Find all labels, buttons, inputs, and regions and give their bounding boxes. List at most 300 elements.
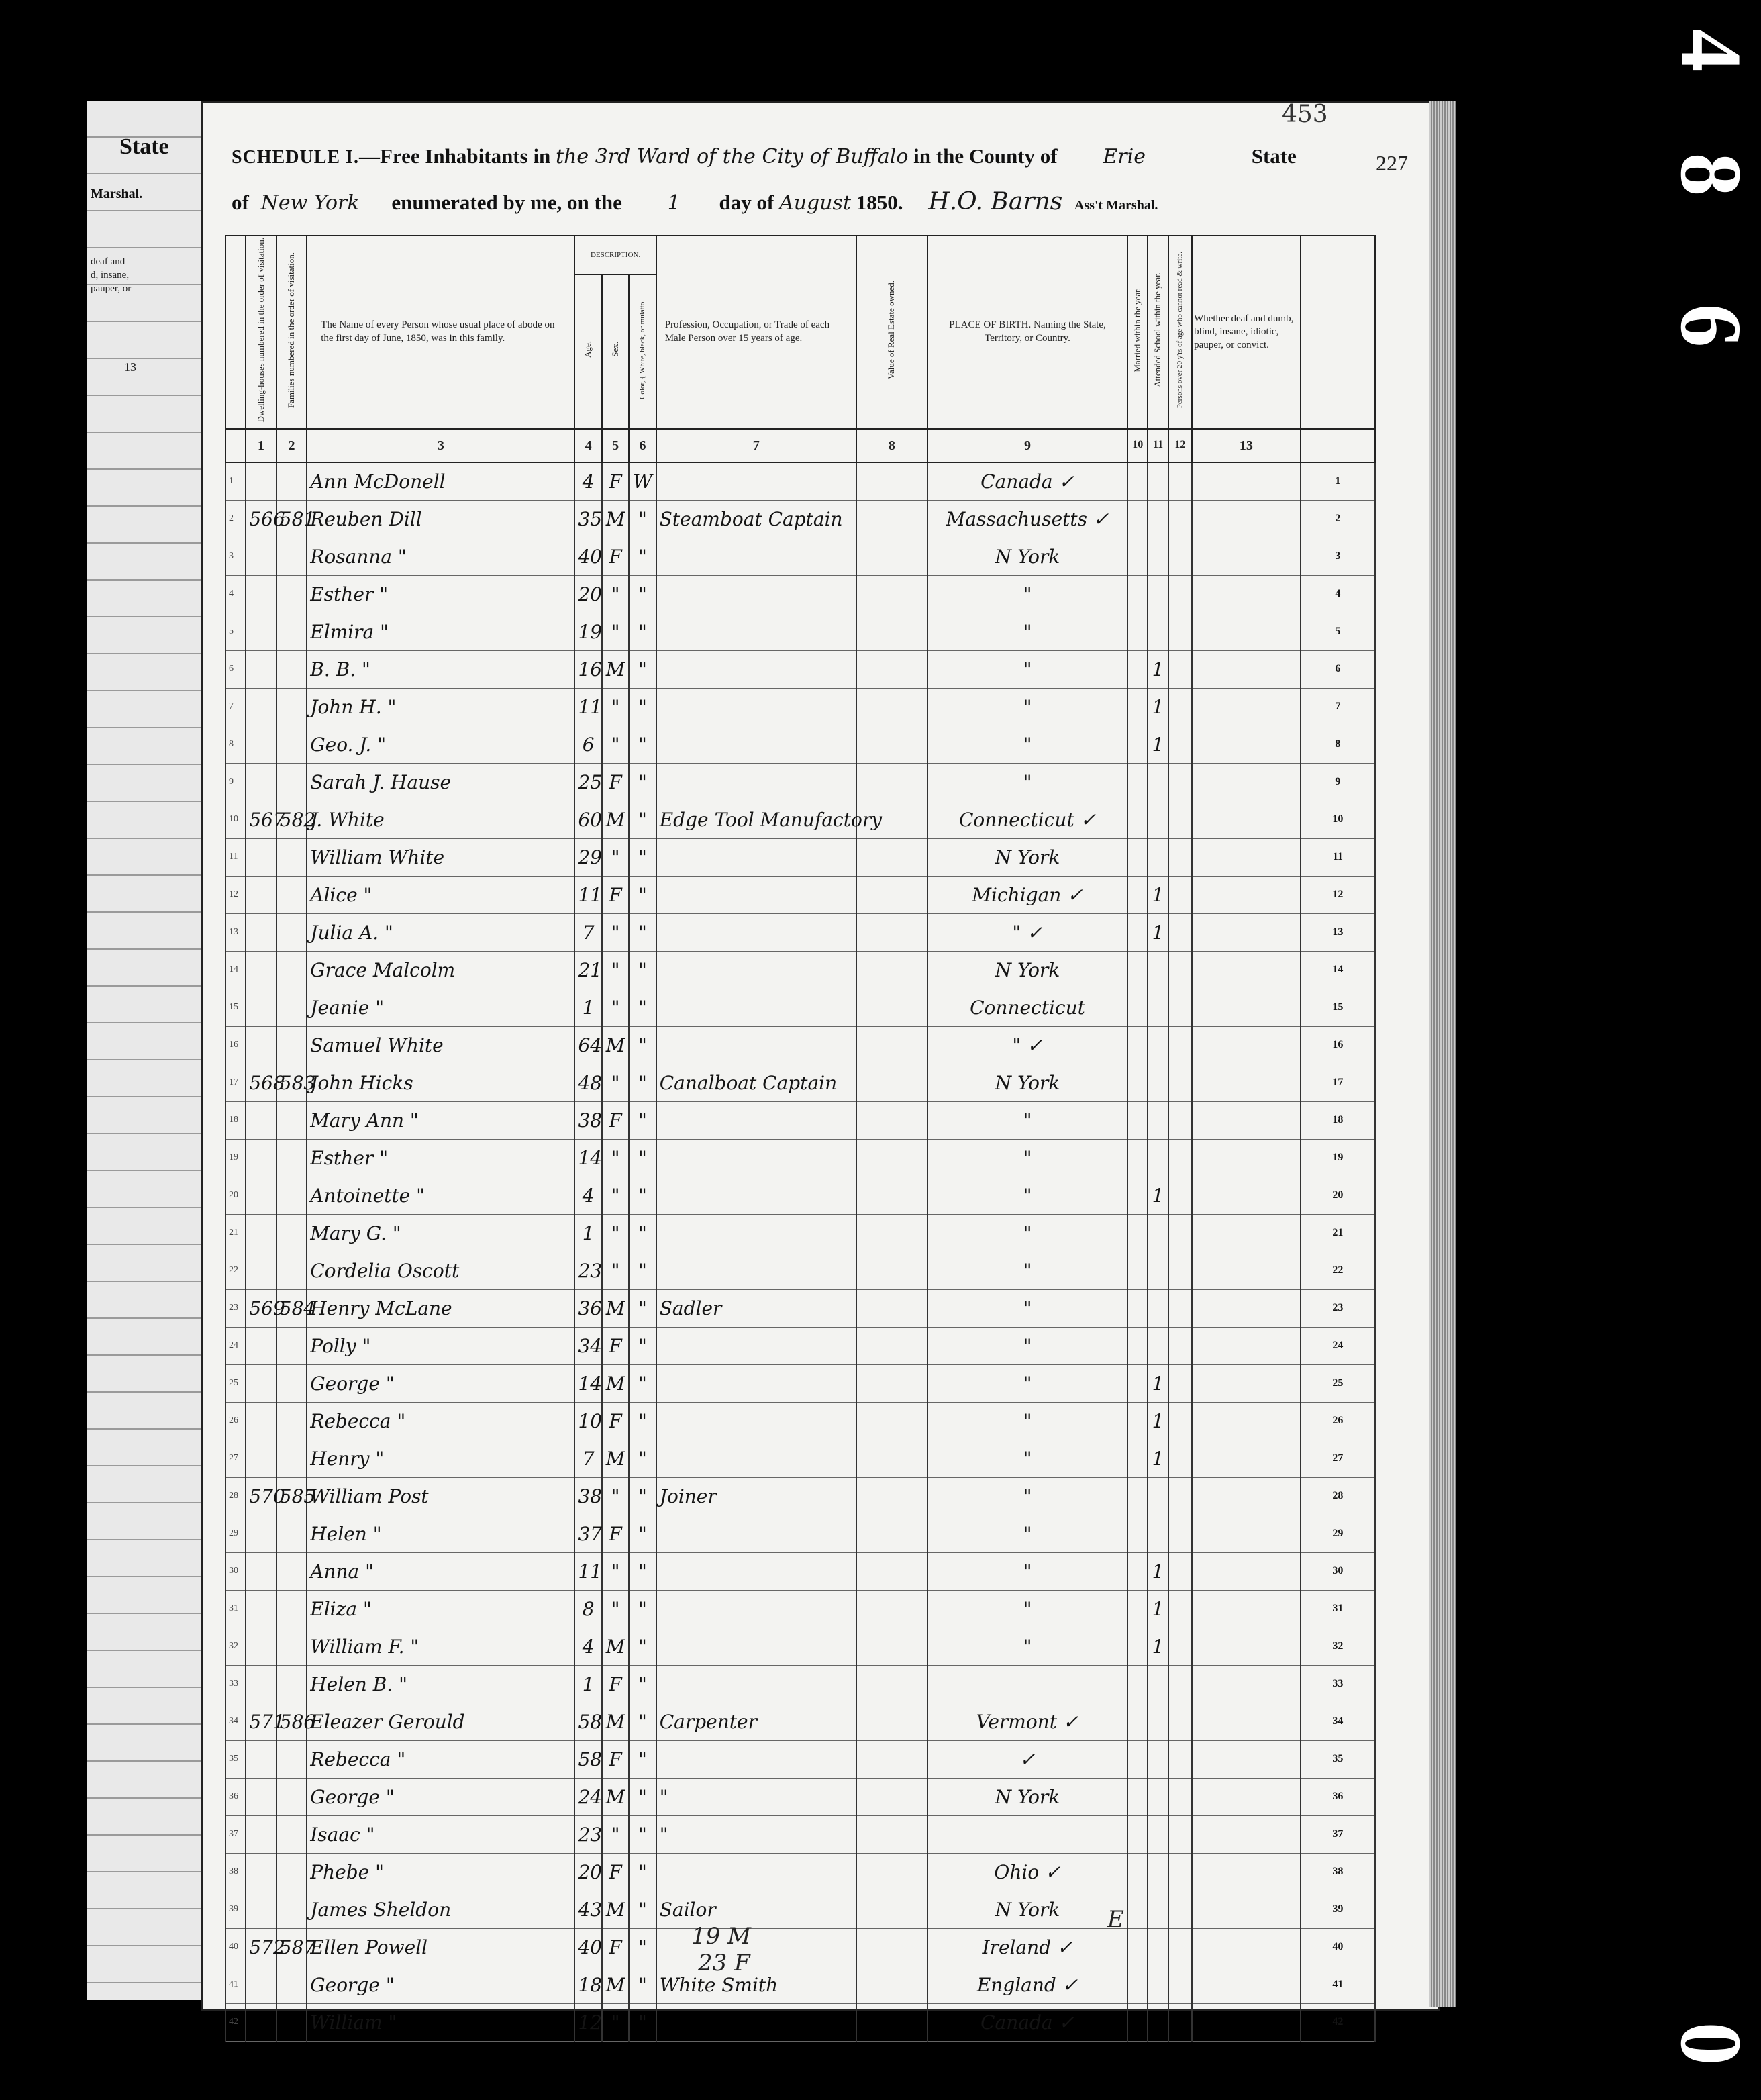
dwelling-number <box>246 613 276 650</box>
table-row <box>225 1552 1375 1590</box>
line-number: 8 <box>1301 726 1375 763</box>
dwelling-number <box>246 989 276 1026</box>
deaf-cell <box>1192 1853 1301 1891</box>
dwelling-number <box>246 650 276 688</box>
sex-cell: " <box>602 838 629 876</box>
enumerated-label: enumerated by me, on the <box>391 191 622 214</box>
dwelling-number <box>246 575 276 613</box>
cannot-read-cell <box>1168 1026 1192 1064</box>
dwelling-number <box>246 951 276 989</box>
married-cell <box>1127 726 1148 763</box>
real-estate-header: Value of Real Estate owned. <box>856 236 927 429</box>
family-number <box>276 989 307 1026</box>
real-estate-cell <box>856 1778 927 1815</box>
dwelling-number <box>246 1440 276 1477</box>
married-cell <box>1127 801 1148 838</box>
row-margin-number: 34 <box>225 1703 246 1740</box>
occupation-cell: " <box>656 1778 856 1815</box>
of-label: of <box>232 191 249 214</box>
family-number <box>276 951 307 989</box>
birthplace-cell: " <box>927 1327 1127 1364</box>
school-cell: 1 <box>1148 876 1168 913</box>
person-name: Grace Malcolm <box>307 951 574 989</box>
person-name: Rebecca " <box>307 1402 574 1440</box>
sex-cell: F <box>602 1515 629 1552</box>
age-cell: 6 <box>574 726 601 763</box>
line-number: 1 <box>1301 462 1375 501</box>
color-cell: " <box>629 838 656 876</box>
deaf-cell <box>1192 1628 1301 1665</box>
married-cell <box>1127 1665 1148 1703</box>
table-row <box>225 1477 1375 1515</box>
tally-note: 19 M <box>691 1923 751 1950</box>
line-number: 34 <box>1301 1703 1375 1740</box>
age-cell: 20 <box>574 1853 601 1891</box>
family-number <box>276 613 307 650</box>
family-number <box>276 650 307 688</box>
occupation-cell <box>656 1252 856 1289</box>
line-number: 7 <box>1301 688 1375 726</box>
cannot-read-cell <box>1168 989 1192 1026</box>
census-rows <box>225 462 1375 2042</box>
cannot-read-cell <box>1168 801 1192 838</box>
school-header: Attended School within the year. <box>1148 236 1168 429</box>
occupation-cell <box>656 1327 856 1364</box>
row-margin-number: 40 <box>225 1928 246 1966</box>
person-name: Phebe " <box>307 1853 574 1891</box>
real-estate-cell <box>856 1064 927 1101</box>
table-row <box>225 1252 1375 1289</box>
deaf-cell <box>1192 1928 1301 1966</box>
sex-cell: M <box>602 1778 629 1815</box>
cannot-read-cell <box>1168 1252 1192 1289</box>
cannot-read-cell <box>1168 575 1192 613</box>
line-number: 9 <box>1301 763 1375 801</box>
real-estate-cell <box>856 688 927 726</box>
birthplace-cell: ✓ <box>927 1740 1127 1778</box>
family-number <box>276 1252 307 1289</box>
sex-cell: M <box>602 500 629 538</box>
real-estate-cell <box>856 951 927 989</box>
table-row <box>225 876 1375 913</box>
school-cell: 1 <box>1148 1177 1168 1214</box>
marshal-signature: H.O. Barns <box>928 188 1063 215</box>
occupation-cell <box>656 1590 856 1628</box>
real-estate-cell <box>856 1966 927 2003</box>
sex-cell: F <box>602 1402 629 1440</box>
day-handwritten: 1 <box>667 191 681 215</box>
real-estate-cell <box>856 1327 927 1364</box>
person-name: Antoinette " <box>307 1177 574 1214</box>
deaf-cell <box>1192 1402 1301 1440</box>
color-cell: " <box>629 538 656 575</box>
family-number <box>276 1665 307 1703</box>
real-estate-cell <box>856 575 927 613</box>
cannot-read-cell <box>1168 726 1192 763</box>
occupation-cell <box>656 1628 856 1665</box>
birthplace-cell: " ✓ <box>927 913 1127 951</box>
real-estate-cell <box>856 1515 927 1552</box>
married-cell <box>1127 1590 1148 1628</box>
school-cell: 1 <box>1148 1590 1168 1628</box>
age-cell: 8 <box>574 1590 601 1628</box>
age-cell: 1 <box>574 1214 601 1252</box>
birthplace-cell: " <box>927 1289 1127 1327</box>
sex-cell: " <box>602 2003 629 2041</box>
dwelling-number <box>246 1026 276 1064</box>
age-cell: 60 <box>574 801 601 838</box>
occupation-cell <box>656 613 856 650</box>
person-name: Reuben Dill <box>307 500 574 538</box>
cannot-read-cell <box>1168 1628 1192 1665</box>
occupation-cell <box>656 1402 856 1440</box>
sex-cell: " <box>602 1064 629 1101</box>
cannot-read-cell <box>1168 1740 1192 1778</box>
person-name: Esther " <box>307 1139 574 1177</box>
table-row <box>225 1327 1375 1364</box>
real-estate-cell <box>856 1740 927 1778</box>
deaf-cell <box>1192 1590 1301 1628</box>
deaf-cell <box>1192 951 1301 989</box>
sex-cell: M <box>602 1703 629 1740</box>
table-row <box>225 613 1375 650</box>
married-cell <box>1127 1139 1148 1177</box>
age-cell: 16 <box>574 650 601 688</box>
person-name: J. White <box>307 801 574 838</box>
line-number: 37 <box>1301 1815 1375 1853</box>
family-number <box>276 1214 307 1252</box>
table-row <box>225 1177 1375 1214</box>
deaf-cell <box>1192 500 1301 538</box>
right-line-number-header <box>1301 236 1375 429</box>
family-number <box>276 462 307 501</box>
deaf-cell <box>1192 575 1301 613</box>
cannot-read-cell <box>1168 538 1192 575</box>
married-cell <box>1127 1966 1148 2003</box>
birthplace-cell: " ✓ <box>927 1026 1127 1064</box>
person-name: Alice " <box>307 876 574 913</box>
previous-page-marshal-label: Marshal. <box>91 187 143 201</box>
dwelling-number <box>246 876 276 913</box>
column-number-blank <box>225 429 246 462</box>
cannot-read-cell <box>1168 1665 1192 1703</box>
column-number-7: 7 <box>656 429 856 462</box>
table-row <box>225 1101 1375 1139</box>
married-cell <box>1127 838 1148 876</box>
real-estate-cell <box>856 1139 927 1177</box>
sex-cell: M <box>602 1289 629 1327</box>
row-margin-number: 20 <box>225 1177 246 1214</box>
family-number: 581 <box>276 500 307 538</box>
deaf-cell <box>1192 763 1301 801</box>
real-estate-cell <box>856 1628 927 1665</box>
row-margin-number: 30 <box>225 1552 246 1590</box>
real-estate-cell <box>856 2003 927 2041</box>
birthplace-cell: N York <box>927 538 1127 575</box>
day-of-label: day of <box>719 191 774 214</box>
school-cell <box>1148 763 1168 801</box>
real-estate-cell <box>856 650 927 688</box>
dwelling-number <box>246 688 276 726</box>
line-number: 22 <box>1301 1252 1375 1289</box>
married-cell <box>1127 1515 1148 1552</box>
dwelling-number <box>246 1552 276 1590</box>
real-estate-cell <box>856 1552 927 1590</box>
row-margin-number: 13 <box>225 913 246 951</box>
age-cell: 38 <box>574 1101 601 1139</box>
row-margin-number: 9 <box>225 763 246 801</box>
cannot-read-cell <box>1168 876 1192 913</box>
age-cell: 11 <box>574 1552 601 1590</box>
married-header: Married within the year. <box>1127 236 1148 429</box>
school-cell <box>1148 1665 1168 1703</box>
occupation-cell <box>656 1364 856 1402</box>
table-row <box>225 763 1375 801</box>
deaf-cell <box>1192 538 1301 575</box>
birthplace-cell: Massachusetts ✓ <box>927 500 1127 538</box>
family-number <box>276 876 307 913</box>
occupation-cell: Canalboat Captain <box>656 1064 856 1101</box>
birthplace-cell: " <box>927 688 1127 726</box>
deaf-cell <box>1192 1552 1301 1590</box>
sex-cell: F <box>602 1853 629 1891</box>
sex-cell: M <box>602 1891 629 1928</box>
person-name: Helen B. " <box>307 1665 574 1703</box>
table-row <box>225 1628 1375 1665</box>
column-number-3: 3 <box>307 429 574 462</box>
line-number: 25 <box>1301 1364 1375 1402</box>
age-cell: 43 <box>574 1891 601 1928</box>
birthplace-cell: N York <box>927 1064 1127 1101</box>
school-cell: 1 <box>1148 726 1168 763</box>
deaf-cell <box>1192 1177 1301 1214</box>
cannot-read-cell <box>1168 613 1192 650</box>
age-cell: 4 <box>574 462 601 501</box>
dwelling-number <box>246 1177 276 1214</box>
married-cell <box>1127 989 1148 1026</box>
color-cell: " <box>629 989 656 1026</box>
school-cell <box>1148 500 1168 538</box>
married-cell <box>1127 913 1148 951</box>
state-handwritten: New York <box>260 191 360 215</box>
table-row <box>225 575 1375 613</box>
real-estate-cell <box>856 876 927 913</box>
birthplace-cell: " <box>927 1139 1127 1177</box>
sex-cell: F <box>602 1101 629 1139</box>
birthplace-header: PLACE OF BIRTH. Naming the State, Territory, or Country. <box>927 236 1127 429</box>
person-name: William F. " <box>307 1628 574 1665</box>
deaf-cell <box>1192 1364 1301 1402</box>
deaf-cell <box>1192 688 1301 726</box>
person-name: Anna " <box>307 1552 574 1590</box>
family-number <box>276 1590 307 1628</box>
occupation-cell: " <box>656 1815 856 1853</box>
row-margin-number: 2 <box>225 500 246 538</box>
county-handwritten: Erie <box>1103 145 1146 168</box>
deaf-cell <box>1192 1703 1301 1740</box>
family-number <box>276 1740 307 1778</box>
color-cell: " <box>629 1628 656 1665</box>
family-header: Families numbered in the order of visitation. <box>276 236 307 429</box>
sex-cell: M <box>602 1966 629 2003</box>
school-cell: 1 <box>1148 1628 1168 1665</box>
person-name: Rebecca " <box>307 1740 574 1778</box>
line-number: 6 <box>1301 650 1375 688</box>
person-name: Ellen Powell <box>307 1928 574 1966</box>
color-cell: " <box>629 1101 656 1139</box>
table-row <box>225 1364 1375 1402</box>
married-cell <box>1127 1026 1148 1064</box>
color-cell: " <box>629 1289 656 1327</box>
person-name: B. B. " <box>307 650 574 688</box>
dwelling-number <box>246 1966 276 2003</box>
line-number: 40 <box>1301 1928 1375 1966</box>
married-cell <box>1127 1477 1148 1515</box>
occupation-cell <box>656 726 856 763</box>
real-estate-cell <box>856 1590 927 1628</box>
line-number: 33 <box>1301 1665 1375 1703</box>
school-cell <box>1148 1139 1168 1177</box>
cannot-read-cell <box>1168 1064 1192 1101</box>
birthplace-cell: " <box>927 1214 1127 1252</box>
dwelling-number: 571 <box>246 1703 276 1740</box>
married-cell <box>1127 763 1148 801</box>
real-estate-cell <box>856 726 927 763</box>
sex-cell: M <box>602 1628 629 1665</box>
sex-cell: " <box>602 1177 629 1214</box>
enumeration-line <box>232 188 1158 215</box>
married-cell <box>1127 613 1148 650</box>
occupation-cell <box>656 462 856 501</box>
family-number <box>276 763 307 801</box>
person-name: Isaac " <box>307 1815 574 1853</box>
occupation-cell: Steamboat Captain <box>656 500 856 538</box>
occupation-cell <box>656 838 856 876</box>
schedule-title <box>232 144 1297 168</box>
birthplace-cell: Connecticut ✓ <box>927 801 1127 838</box>
color-cell: " <box>629 1252 656 1289</box>
schedule-label: SCHEDULE I. <box>232 147 359 168</box>
column-number-row <box>225 429 1375 462</box>
county-label: in the County of <box>913 144 1058 168</box>
married-cell <box>1127 1214 1148 1252</box>
deaf-cell <box>1192 1665 1301 1703</box>
table-row <box>225 1665 1375 1703</box>
occupation-cell <box>656 951 856 989</box>
sex-cell: M <box>602 1026 629 1064</box>
color-cell: " <box>629 763 656 801</box>
table-row <box>225 838 1375 876</box>
school-cell <box>1148 1515 1168 1552</box>
married-cell <box>1127 951 1148 989</box>
color-cell: " <box>629 500 656 538</box>
cannot-read-cell <box>1168 1364 1192 1402</box>
family-number <box>276 913 307 951</box>
occupation-cell <box>656 1139 856 1177</box>
occupation-cell <box>656 1928 856 1966</box>
row-margin-number: 14 <box>225 951 246 989</box>
married-cell <box>1127 575 1148 613</box>
line-number: 16 <box>1301 1026 1375 1064</box>
margin-mark: E <box>1107 1906 1124 1933</box>
cannot-read-cell <box>1168 1815 1192 1853</box>
film-mark-3: 6 <box>1662 303 1759 348</box>
family-number <box>276 1628 307 1665</box>
cannot-read-cell <box>1168 462 1192 501</box>
married-cell <box>1127 1252 1148 1289</box>
table-row <box>225 1853 1375 1891</box>
age-cell: 35 <box>574 500 601 538</box>
row-margin-number: 11 <box>225 838 246 876</box>
real-estate-cell <box>856 613 927 650</box>
sex-cell: " <box>602 1552 629 1590</box>
column-number-6: 6 <box>629 429 656 462</box>
person-name: Jeanie " <box>307 989 574 1026</box>
age-cell: 11 <box>574 876 601 913</box>
ward-handwritten: the 3rd Ward of the City of Buffalo <box>556 145 909 168</box>
school-cell <box>1148 1101 1168 1139</box>
color-cell: " <box>629 2003 656 2041</box>
table-row <box>225 1590 1375 1628</box>
table-row <box>225 462 1375 501</box>
deaf-cell <box>1192 613 1301 650</box>
age-cell: 7 <box>574 913 601 951</box>
line-number: 17 <box>1301 1064 1375 1101</box>
line-number: 35 <box>1301 1740 1375 1778</box>
real-estate-cell <box>856 1402 927 1440</box>
sex-cell: " <box>602 1252 629 1289</box>
birthplace-cell: N York <box>927 1778 1127 1815</box>
age-cell: 10 <box>574 1402 601 1440</box>
person-name: Rosanna " <box>307 538 574 575</box>
school-cell <box>1148 1214 1168 1252</box>
occupation-cell <box>656 1177 856 1214</box>
school-cell <box>1148 1327 1168 1364</box>
age-header: Age. <box>574 274 601 429</box>
film-mark-4: 0 <box>1662 2021 1759 2066</box>
previous-page-column-text: deaf and d, insane, pauper, or <box>91 256 132 294</box>
row-margin-number: 27 <box>225 1440 246 1477</box>
state-label: State <box>1251 144 1297 168</box>
married-cell <box>1127 462 1148 501</box>
cannot-read-cell <box>1168 1477 1192 1515</box>
deaf-cell <box>1192 989 1301 1026</box>
sex-cell: " <box>602 575 629 613</box>
cannot-read-cell <box>1168 1552 1192 1590</box>
deaf-cell <box>1192 1515 1301 1552</box>
age-cell: 14 <box>574 1364 601 1402</box>
cannot-read-cell <box>1168 1402 1192 1440</box>
table-row <box>225 1928 1375 1966</box>
row-margin-number: 1 <box>225 462 246 501</box>
table-row <box>225 1402 1375 1440</box>
film-mark-2: 8 <box>1662 152 1759 197</box>
birthplace-cell: Canada ✓ <box>927 462 1127 501</box>
line-number: 26 <box>1301 1402 1375 1440</box>
deaf-cell <box>1192 726 1301 763</box>
cannot-read-cell <box>1168 2003 1192 2041</box>
age-cell: 37 <box>574 1515 601 1552</box>
family-number <box>276 1515 307 1552</box>
table-row <box>225 989 1375 1026</box>
row-margin-number: 24 <box>225 1327 246 1364</box>
color-cell: " <box>629 1815 656 1853</box>
sex-cell: " <box>602 1590 629 1628</box>
column-number-13: 13 <box>1192 429 1301 462</box>
person-name: George " <box>307 1778 574 1815</box>
married-cell <box>1127 1440 1148 1477</box>
family-number <box>276 1402 307 1440</box>
